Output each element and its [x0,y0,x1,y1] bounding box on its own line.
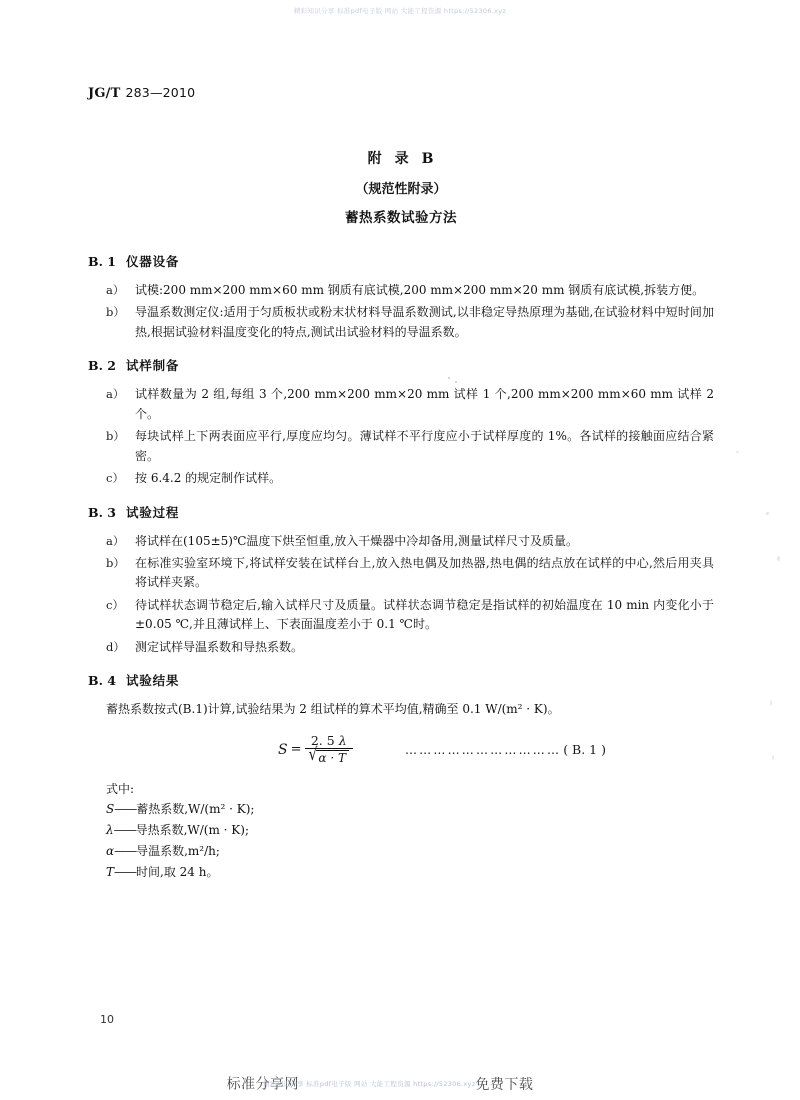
list-marker: a） [106,387,125,402]
definition-text: 时间,取 24 h。 [136,864,219,879]
annex-title-word1: 附 [367,151,383,167]
definition-symbol: T [106,864,115,879]
list-item-text: 将试样在(105±5)℃温度下烘至恒重,放入干燥器中冷却备用,测量试样尺寸及质量。 [135,533,579,548]
standard-header [88,85,195,101]
annex-title [88,148,714,168]
list-item [88,303,714,342]
top-watermark: 精彩知识分享 标准pdf电子版 网站 大能工程资源 https://52306.xyz [293,7,507,15]
list-item [88,554,714,593]
section-b1-heading [88,252,714,270]
formula-equation-number: ( B. 1 ) [563,742,606,758]
annex-letter: B [421,151,435,167]
bottom-watermark [0,1076,800,1092]
definition-dash: —— [114,864,137,879]
formula-fraction [305,734,353,766]
section-b2 [88,356,714,488]
list-item [88,638,714,657]
annex-name: 蓄热系数试验方法 [345,210,457,226]
standard-number: 283—2010 [125,85,196,100]
list-item-text: 待试样状态调节稳定后,输入试样尺寸及质量。试样状态调节稳定是指试样的初始温度在 10 min 内变化小于±0.05 ℃,并且薄试样上、下表面温度差小于 0.1 ℃时。 [135,597,714,632]
definition-text: 导温系数,m²/h; [136,843,220,858]
section-b2-number: B. 2 [88,358,116,374]
section-b4-title: 试验结果 [126,673,180,689]
formula-numerator-number: 2. 5 [310,732,335,748]
section-b3 [88,503,714,658]
section-b3-number: B. 3 [88,504,116,520]
page-content [88,148,714,895]
section-b1 [88,252,714,342]
definition-item [88,799,714,820]
list-marker: d） [106,639,125,654]
section-b4-heading [88,671,714,689]
formula-denominator [305,745,353,766]
formula-expression [278,734,353,766]
formula-numerator-symbol: λ [338,732,347,748]
list-item [88,532,714,551]
definition-symbol: S [106,801,115,816]
list-item [88,596,714,635]
list-marker: b） [106,555,125,570]
formula-equals: = [290,742,302,758]
definition-symbol: λ [106,822,114,837]
annex-subtitle: （规范性附录） [355,182,447,197]
bottom-watermark-middle: 精彩知识分享 标准pdf电子版 网站 大能工程资源 https://52306.xyz [263,1080,476,1089]
where-label: 式中: [106,781,135,796]
section-b1-number: B. 1 [88,254,116,269]
bottom-watermark-right: 免费下载 [475,1076,534,1093]
list-marker: c） [106,471,124,486]
list-item-text: 在标准实验室环境下,将试样安装在试样台上,放入热电偶及加热器,热电偶的结点放在试样的中心,然后用夹具将试样夹紧。 [135,555,714,590]
definition-text: 导热系数,W/(m · K); [135,822,249,837]
definition-item [88,820,714,841]
list-marker: b） [106,429,125,444]
scan-speck [736,451,739,453]
section-b3-heading [88,503,714,521]
formula-sqrt [308,745,349,766]
section-b3-title: 试验过程 [126,504,180,520]
list-item [88,281,714,300]
list-item [88,469,714,488]
standard-prefix: JG/T [88,86,121,101]
formula-leader-dots: …………………………… [404,742,562,757]
list-marker: a） [106,533,125,548]
definition-dash: —— [113,822,136,837]
list-item-text: 测定试样导温系数和导热系数。 [135,639,304,654]
list-marker: a） [106,283,125,297]
section-b4-paragraph: 蓄热系数按式(B.1)计算,试验结果为 2 组试样的算术平均值,精确至 0.1 W/(m² · K)。 [106,702,560,717]
formula-sqrt-body: α · T [316,750,349,765]
list-item-text: 按 6.4.2 的规定制作试样。 [135,471,282,486]
section-b4 [88,671,714,882]
scan-speck [772,755,774,760]
section-b1-title: 仪器设备 [126,254,180,269]
annex-title-word2: 录 [394,151,410,167]
formula-row [88,734,714,766]
list-item-text: 试模:200 mm×200 mm×60 mm 钢质有底试模,200 mm×200 mm×20 mm 钢质有底试模,拆装方便。 [135,283,705,297]
section-b2-title: 试样制备 [126,358,180,374]
list-item [88,427,714,466]
list-item-text: 每块试样上下两表面应平行,厚度应均匀。薄试样不平行度应小于试样厚度的 1%。各试样的接触面应结合紧密。 [135,429,714,463]
definition-dash: —— [114,843,137,858]
section-b4-number: B. 4 [88,673,116,689]
formula-lhs: S [278,741,288,758]
section-b2-heading [88,356,714,374]
scan-speck [777,556,780,561]
definition-symbol: α [106,843,115,858]
list-marker: b） [106,305,125,320]
list-item [88,385,714,424]
radical-icon: √ [308,745,318,766]
definition-item [88,841,714,862]
list-marker: c） [106,597,124,612]
definition-item [88,862,714,883]
list-item-text: 试样数量为 2 组,每组 3 个,200 mm×200 mm×20 mm 试样 1 个,200 mm×200 mm×60 mm 试样 2 个。 [135,387,714,421]
page-number: 10 [100,1013,114,1026]
scan-speck [766,512,769,515]
definition-dash: —— [114,801,137,816]
bottom-watermark-left: 标准分享网 [226,1076,300,1093]
list-item-text: 导温系数测定仪:适用于匀质板状或粉末状材料导温系数测试,以非稳定导热原理为基础,在试验材料中短时间加热,根据试验材料温度变化的特点,测试出试验材料的导温系数。 [135,305,714,339]
scan-speck [770,700,772,706]
definition-text: 蓄热系数,W/(m² · K); [136,801,255,816]
